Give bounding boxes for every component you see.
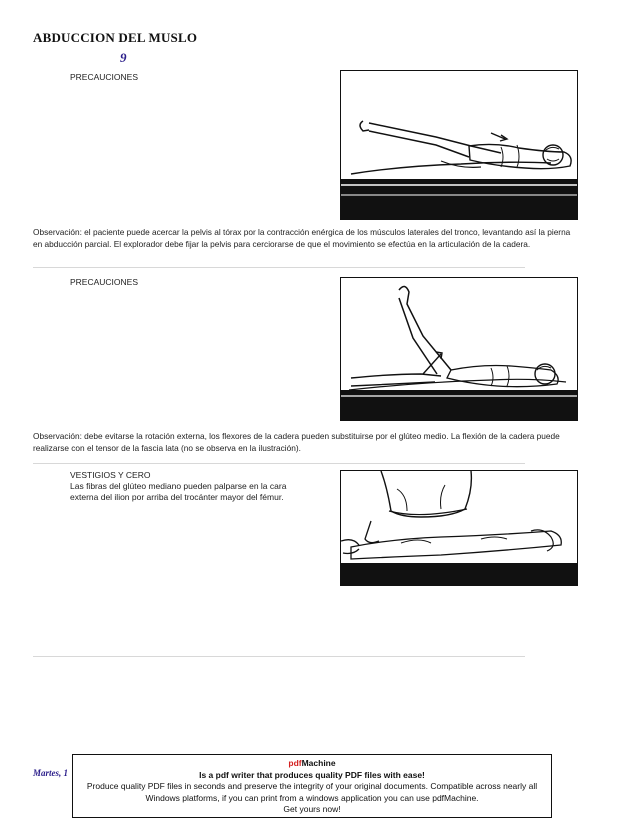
section-2-caption: PRECAUCIONES	[70, 277, 139, 287]
section-1-caption: PRECAUCIONES	[70, 72, 139, 82]
divider-1	[33, 267, 525, 268]
section-2-observation: Observación: debe evitarse la rotación externa, los flexores de la cadera pueden substituirse por el glúteo medio. La flexión de la cadera puede realizarse con el tensor de la fascia lata (no se observa en la ilustración).	[33, 431, 560, 453]
section-3-text: Las fibras del glúteo mediano pueden palparse en la cara externa del ilion por arriba del trocánter mayor del fémur.	[70, 481, 287, 502]
illustration-2-drawing	[341, 278, 577, 420]
footer-date: Martes, 1	[33, 768, 69, 778]
banner-cta-link[interactable]: Get yours now!	[283, 804, 341, 814]
section-3-caption: VESTIGIOS Y CERO	[70, 470, 151, 480]
document-title: ABDUCCION DEL MUSLO	[33, 30, 198, 45]
banner-brand	[73, 758, 551, 770]
banner-tagline: Is a pdf writer that produces quality PDF files with ease!	[199, 769, 425, 780]
illustration-3-drawing	[341, 471, 577, 585]
divider-3	[33, 656, 525, 657]
divider-2	[33, 463, 525, 464]
illustration-1-drawing	[341, 71, 577, 219]
banner-brand-prefix: pdf	[288, 758, 302, 768]
banner-body: Produce quality PDF files in seconds and preserve the integrity of your original documents. Compatible across nearly all Windows platforms, if you can print from a windows application you can use pdfMachine.	[86, 781, 538, 803]
section-1-observation: Observación: el paciente puede acercar la pelvis al tórax por la contracción enérgica de los músculos laterales del tronco, levantando así la pierna en abducción parcial. El explorador debe fijar la pelvis para cerciorarse de que el movimiento se efectúa en la articulación de la cadera.	[33, 227, 571, 249]
illustration-1-leg-abduction-lying-side	[340, 70, 578, 220]
banner-brand-suffix: Machine	[301, 758, 336, 768]
illustration-2-leg-abduction-raised	[340, 277, 578, 421]
illustration-3-palpation	[340, 470, 578, 586]
pdfmachine-banner[interactable]	[72, 754, 552, 818]
page-number: 9	[120, 50, 127, 65]
